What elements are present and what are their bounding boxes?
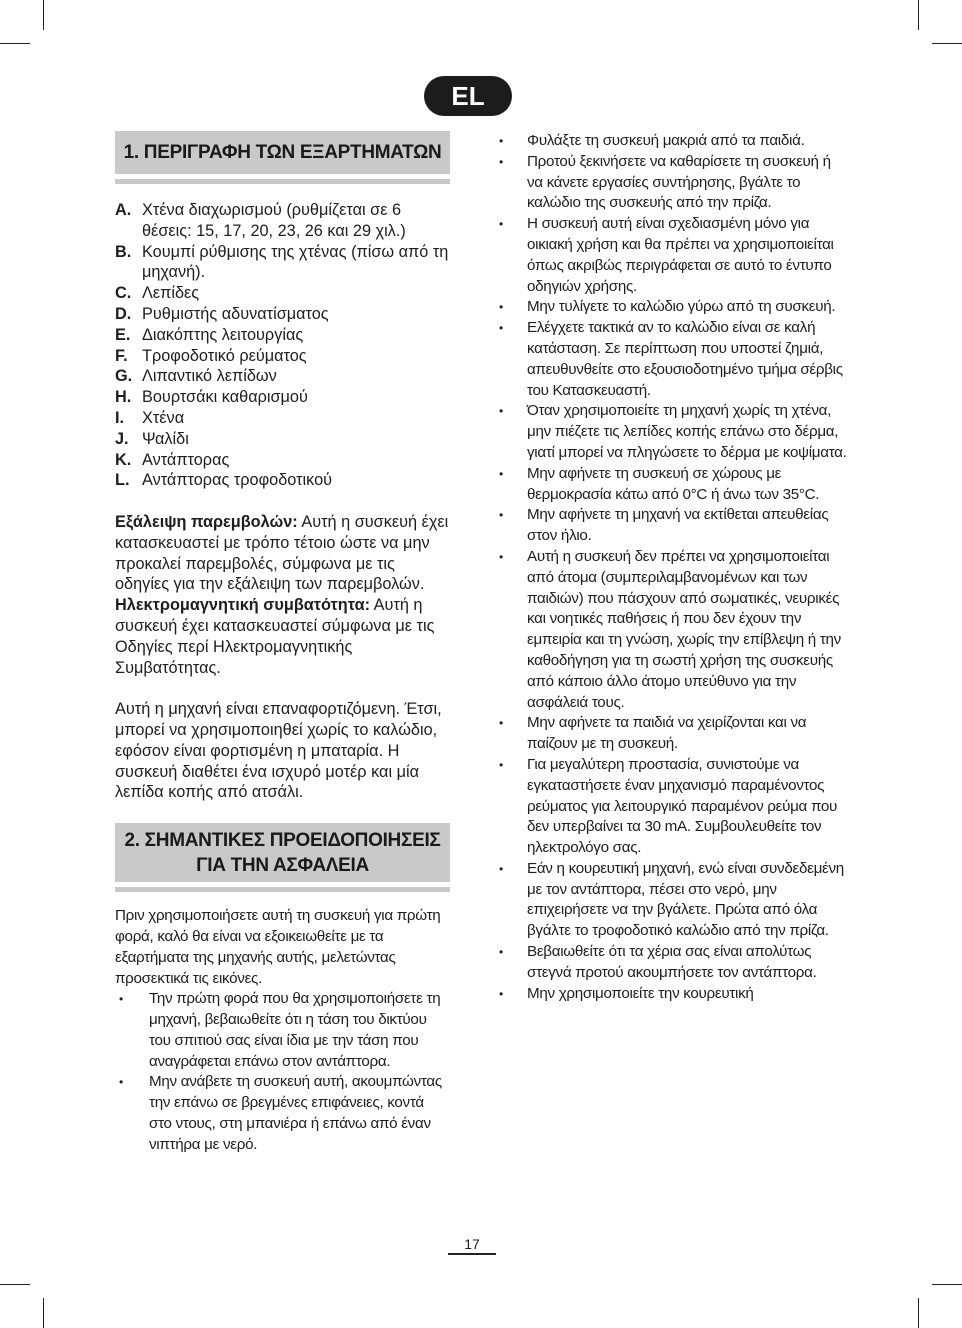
- interference-paragraph: [115, 512, 450, 595]
- safety-bullet: [115, 989, 450, 1072]
- section-1-rule: [115, 179, 450, 184]
- parts-list-item: [115, 366, 450, 387]
- part-label: Τροφοδοτικό ρεύματος: [142, 346, 307, 365]
- safety-bullet: [497, 942, 847, 984]
- bullet-marker: •: [499, 154, 503, 169]
- bullet-text: Η συσκευή αυτή είναι σχεδιασμένη μόνο για οικιακή χρήση και θα πρέπει να χρησιμοποιείται όπως ακριβώς περιγράφεται σε αυτό το έντυπο οδηγιών χρήσης.: [527, 215, 834, 295]
- bullet-text: Μην χρησιμοποιείτε την κουρευτική: [527, 984, 754, 1002]
- parts-list-item: [115, 470, 450, 491]
- section-2-title: [115, 823, 450, 882]
- bullet-text: Αυτή η συσκευή δεν πρέπει να χρησιμοποιείται από άτομα (συμπεριλαμβανομένων και των παιδιών) που πάσχουν από σωματικές, νευρικές και νοητικές παθήσεις ή που δεν έχουν την εμπειρία και τη γνώση, χωρίς την επίβλεψη ή την καθοδήγηση για τη σωστή χρήση της συσκευής από κάποιο άλλο άτομο υπεύθυνο για την ασφάλειά τους.: [527, 547, 841, 711]
- bullet-text: Εάν η κουρευτική μηχανή, ενώ είναι συνδεδεμένη με τον αντάπτορα, πέσει στο νερό, μην επιχειρήσετε να την βγάλετε. Πρώτα από όλα βγάλτε το τροφοδοτικό καλώδιο από την πρίζα.: [527, 859, 844, 940]
- emc-paragraph: [115, 595, 450, 678]
- parts-list: [115, 200, 450, 491]
- section-1-title: 1. ΠΕΡΙΓΡΑΦΗ ΤΩΝ ΕΞΑΡΤΗΜΑΤΩΝ: [115, 131, 450, 174]
- part-letter: A.: [115, 201, 132, 219]
- bullet-text: Όταν χρησιμοποιείτε τη μηχανή χωρίς τη χτένα, μην πιέζετε τις λεπίδες κοπής επάνω στο δέρμα, γιατί μπορεί να πληγώσετε το δέρμα με κοψίματα.: [527, 402, 847, 461]
- part-letter: I.: [115, 408, 125, 427]
- part-label: Χτένα: [142, 408, 185, 427]
- bullet-marker: •: [499, 404, 503, 419]
- language-badge: EL: [424, 76, 512, 116]
- crop-mark: [918, 1298, 919, 1328]
- rechargeable-paragraph: Αυτή η μηχανή είναι επαναφορτιζόμενη. Έτσι, μπορεί να χρησιμοποιηθεί χωρίς το καλώδιο, εφόσον είναι φορτισμένη η μπαταρία. Η συσκευή διαθέτει ένα ισχυρό μοτέρ και μία λεπίδα κοπής από ατσάλι.: [115, 700, 442, 802]
- safety-bullet: [497, 984, 847, 1005]
- part-letter: F.: [115, 346, 128, 365]
- bullet-marker: •: [499, 716, 503, 731]
- part-letter: K.: [115, 450, 132, 469]
- bullet-marker: •: [499, 549, 503, 564]
- part-label: Λιπαντικό λεπίδων: [142, 367, 277, 386]
- crop-mark: [43, 0, 44, 30]
- parts-list-item: [115, 304, 450, 325]
- part-letter: D.: [115, 304, 132, 323]
- emc-label: Ηλεκτρομαγνητική συμβατότητα:: [115, 596, 370, 615]
- safety-bullet: [497, 547, 847, 713]
- part-letter: C.: [115, 284, 132, 303]
- bullet-marker: •: [499, 861, 503, 876]
- right-column: [497, 131, 847, 1004]
- safety-bullet: [115, 1072, 450, 1155]
- crop-mark: [932, 1284, 962, 1285]
- safety-bullet: [497, 713, 847, 755]
- bullet-marker: •: [499, 466, 503, 481]
- parts-list-item: [115, 429, 450, 450]
- bullet-text: Ελέγχετε τακτικά αν το καλώδιο είναι σε καλή κατάσταση. Σε περίπτωση που υποστεί ζημιά, απευθυνθείτε στο εξουσιοδοτημένο τμήμα σέρβις του Κατασκευαστή.: [527, 319, 843, 399]
- safety-bullet: [497, 131, 847, 152]
- interference-label: Εξάλειψη παρεμβολών:: [115, 512, 298, 531]
- crop-mark: [0, 1284, 30, 1285]
- bullet-text: Μην ανάβετε τη συσκευή αυτή, ακουμπώντας την επάνω σε βρεγμένες επιφάνειες, κοντά στο ντους, στη μπανιέρα ή επάνω από έναν νιπτήρα με νερό.: [149, 1073, 442, 1153]
- part-label: Λεπίδες: [142, 284, 200, 303]
- bullet-marker: •: [499, 134, 503, 148]
- parts-list-item: [115, 325, 450, 346]
- crop-mark: [932, 43, 962, 44]
- bullet-text: Για μεγαλύτερη προστασία, συνιστούμε να εγκαταστήσετε έναν μηχανισμό παραμένοντος ρεύματος για λειτουργικό παραμένον ρεύμα που δεν υπερβαίνει τα 30 mA. Συμβουλευθείτε τον ηλεκτρολόγο σας.: [527, 755, 838, 857]
- parts-list-item: [115, 283, 450, 304]
- safety-bullet: [497, 318, 847, 401]
- page-number-rule: [448, 1253, 496, 1255]
- safety-bullet: [497, 755, 847, 859]
- section-2-title-line2: ΓΙΑ ΤΗΝ ΑΣΦΑΛΕΙΑ: [196, 855, 369, 877]
- part-label: Αντάπτορας τροφοδοτικού: [142, 471, 333, 490]
- part-label: Διακόπτης λειτουργίας: [142, 325, 304, 344]
- part-letter: J.: [115, 429, 129, 448]
- parts-list-item: [115, 200, 450, 242]
- part-letter: E.: [115, 325, 131, 344]
- bullet-text: Μην αφήνετε τα παιδιά να χειρίζονται και να παίζουν με τη συσκευή.: [527, 714, 807, 753]
- safety-bullet: [497, 401, 847, 463]
- parts-list-item: [115, 242, 450, 284]
- parts-list-item: [115, 346, 450, 367]
- bullet-text: Βεβαιωθείτε ότι τα χέρια σας είναι απολύτως στεγνά προτού ακουμπήσετε τον αντάπτορα.: [527, 943, 817, 981]
- part-letter: L.: [115, 471, 130, 490]
- safety-bullet: [497, 859, 847, 942]
- safety-bullet: [497, 297, 847, 318]
- part-label: Ρυθμιστής αδυνατίσματος: [142, 304, 329, 323]
- crop-mark: [43, 1298, 44, 1328]
- safety-bullet: [497, 152, 847, 214]
- bullet-marker: •: [499, 321, 503, 336]
- part-letter: H.: [115, 388, 132, 407]
- part-label: Ψαλίδι: [142, 429, 189, 448]
- part-label: Χτένα διαχωρισμού (ρυθμίζεται σε 6 θέσεις: 15, 17, 20, 23, 26 και 29 χιλ.): [142, 201, 406, 240]
- part-label: Κουμπί ρύθμισης της χτένας (πίσω από τη μηχανή).: [142, 242, 449, 282]
- bullet-text: Φυλάξτε τη συσκευή μακριά από τα παιδιά.: [527, 132, 805, 149]
- bullet-marker: •: [499, 757, 503, 772]
- bullet-marker: •: [119, 1075, 123, 1090]
- parts-list-item: [115, 408, 450, 429]
- safety-bullet: [497, 505, 847, 547]
- interference-text: Αυτή η συσκευή έχει κατασκευαστεί με τρόπο τέτοιο ώστε να μην προκαλεί παρεμβολές, σύμφωνα με τις οδηγίες για την εξάλειψη των παρεμβολών.: [115, 512, 449, 594]
- page-number: 17: [464, 1236, 480, 1252]
- parts-list-item: [115, 450, 450, 471]
- bullet-text: Προτού ξεκινήσετε να καθαρίσετε τη συσκευή ή να κάνετε εργασίες συντήρησης, βγάλτε το καλώδιο της συσκευής από την πρίζα.: [527, 152, 831, 212]
- part-label: Αντάπτορας: [142, 450, 230, 469]
- emc-text: Αυτή η συσκευή έχει κατασκευαστεί σύμφωνα με τις Οδηγίες περί Ηλεκτρομαγνητικής Συμβατότητας.: [115, 596, 435, 677]
- crop-mark: [918, 0, 919, 30]
- bullet-marker: •: [499, 508, 503, 523]
- left-column: [115, 131, 450, 1156]
- bullet-text: Την πρώτη φορά που θα χρησιμοποιήσετε τη μηχανή, βεβαιωθείτε ότι η τάση του δικτύου του σπιτιού σας είναι ίδια με την τάση που αναγράφεται επάνω στον αντάπτορα.: [149, 990, 441, 1070]
- bullet-text: Μην αφήνετε τη συσκευή σε χώρους με θερμοκρασία κάτω από 0°C ή άνω των 35°C.: [527, 464, 820, 503]
- bullet-marker: •: [499, 986, 503, 1001]
- bullet-text: Μην τυλίγετε το καλώδιο γύρω από τη συσκευή.: [527, 298, 836, 316]
- part-letter: G.: [115, 367, 133, 386]
- safety-bullet: [497, 214, 847, 297]
- safety-intro: Πριν χρησιμοποιήσετε αυτή τη συσκευή για πρώτη φορά, καλό θα είναι να εξοικειωθείτε με τα εξαρτήματα της μηχανής αυτής, μελετώντας προσεκτικά τις εικόνες.: [115, 907, 441, 987]
- section-2-title-line1: 2. ΣΗΜΑΝΤΙΚΕΣ ΠΡΟΕΙΔΟΠΟΙΗΣΕΙΣ: [124, 830, 441, 852]
- part-label: Βουρτσάκι καθαρισμού: [142, 388, 308, 407]
- bullet-marker: •: [499, 945, 503, 960]
- parts-list-item: [115, 387, 450, 408]
- bullet-text: Μην αφήνετε τη μηχανή να εκτίθεται απευθείας στον ήλιο.: [527, 506, 829, 545]
- safety-bullet: [497, 464, 847, 506]
- crop-mark: [0, 43, 30, 44]
- bullet-marker: •: [119, 992, 123, 1007]
- bullet-marker: •: [499, 217, 503, 232]
- part-letter: B.: [115, 242, 132, 261]
- bullet-marker: •: [499, 300, 503, 315]
